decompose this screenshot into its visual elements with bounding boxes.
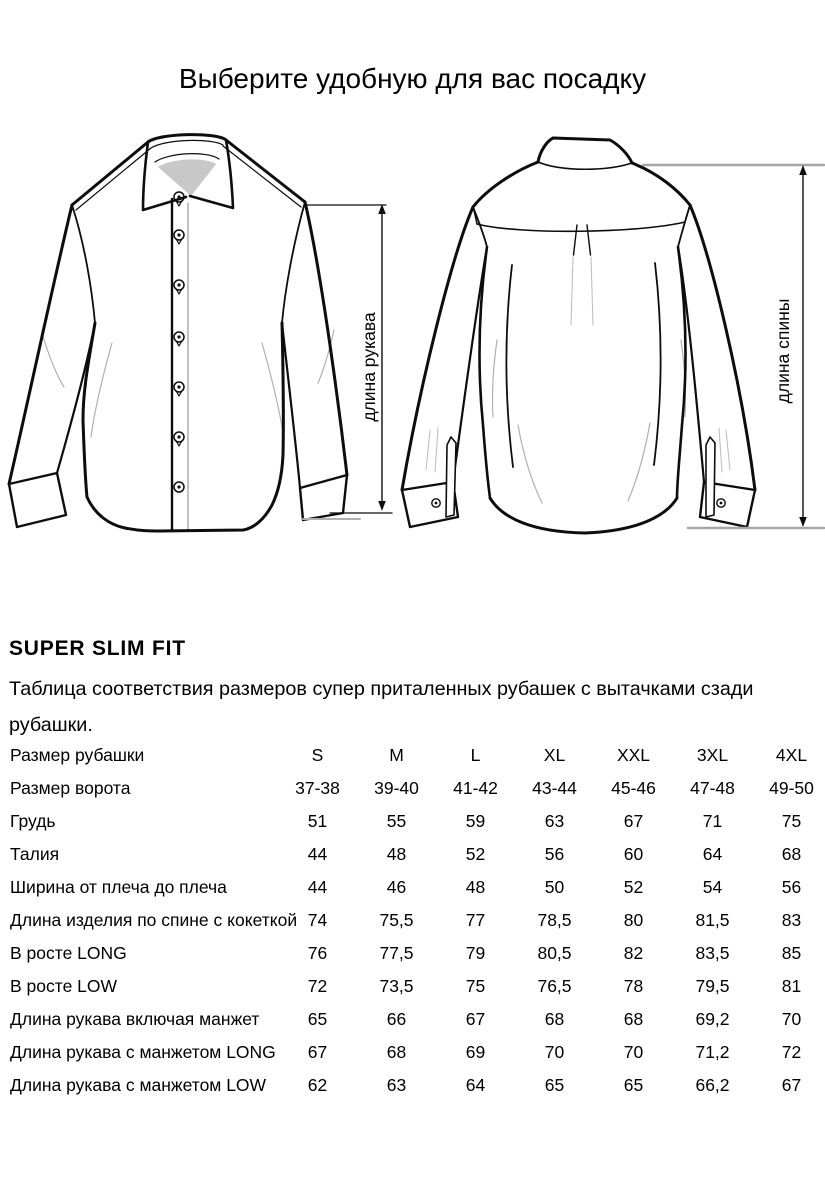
size-value-cell: 69,2	[695, 1009, 730, 1029]
size-value-cell: 37-38	[295, 778, 340, 798]
back-dart	[507, 265, 514, 467]
size-value-cell: 81	[781, 976, 802, 996]
table-row	[10, 937, 825, 970]
size-value-cell: 63	[386, 1075, 407, 1095]
size-value-cell: 78	[623, 976, 644, 996]
size-row-label: Длина рукава с манжетом LOW	[10, 1075, 267, 1095]
size-value-cell: 70	[623, 1042, 644, 1062]
sleeve-length-label: длина рукава	[359, 312, 379, 422]
size-value-cell: 80,5	[537, 943, 572, 963]
size-value-cell: 4XL	[775, 745, 808, 765]
size-value-cell: 71,2	[695, 1042, 730, 1062]
size-row-label: Грудь	[10, 811, 56, 831]
size-value-cell: 79,5	[695, 976, 730, 996]
size-value-cell: 55	[386, 811, 407, 831]
size-value-cell: 81,5	[695, 910, 730, 930]
back-length-arrow	[643, 165, 824, 528]
size-value-cell: 77,5	[379, 943, 414, 963]
size-value-cell: 46	[386, 877, 407, 897]
shirt-back-illustration	[402, 138, 755, 533]
size-value-cell: 73,5	[379, 976, 414, 996]
sleeve-placket	[706, 437, 715, 517]
table-row	[10, 1036, 825, 1069]
size-value-cell: 41-42	[453, 778, 498, 798]
size-value-cell: 3XL	[696, 745, 729, 765]
table-row	[10, 772, 825, 805]
size-value-cell: 76,5	[537, 976, 572, 996]
size-value-cell: 79	[465, 943, 486, 963]
arrowhead-up-icon	[799, 165, 807, 175]
back-dart	[654, 263, 661, 465]
size-value-cell: 59	[465, 811, 486, 831]
size-value-cell: S	[311, 745, 324, 765]
size-value-cell: 56	[544, 844, 565, 864]
table-row	[10, 838, 825, 871]
size-value-cell: 67	[465, 1009, 486, 1029]
size-row-label: Длина рукава включая манжет	[10, 1009, 260, 1029]
size-value-cell: L	[470, 745, 481, 765]
size-value-cell: 45-46	[611, 778, 656, 798]
size-value-cell: 83	[781, 910, 802, 930]
size-row-label: В росте LOW	[10, 976, 118, 996]
size-row-label: В росте LONG	[10, 943, 127, 963]
shirt-size-diagram	[0, 115, 825, 595]
arrowhead-down-icon	[799, 517, 807, 527]
size-value-cell: 67	[307, 1042, 328, 1062]
table-row	[10, 871, 825, 904]
size-value-cell: 44	[307, 844, 328, 864]
size-value-cell: M	[389, 745, 404, 765]
size-value-cell: 70	[544, 1042, 565, 1062]
size-value-cell: 64	[702, 844, 723, 864]
size-value-cell: 85	[781, 943, 802, 963]
table-row	[10, 970, 825, 1003]
size-value-cell: 44	[307, 877, 328, 897]
size-value-cell: 67	[781, 1075, 802, 1095]
size-value-cell: 60	[623, 844, 644, 864]
size-row-label: Ширина от плеча до плеча	[10, 877, 227, 897]
size-value-cell: 51	[307, 811, 328, 831]
size-value-cell: 49-50	[769, 778, 814, 798]
size-value-cell: 68	[386, 1042, 407, 1062]
size-value-cell: 47-48	[690, 778, 735, 798]
size-row-label: Длина рукава с манжетом LONG	[10, 1042, 276, 1062]
size-row-label: Размер ворота	[10, 778, 131, 798]
size-value-cell: 56	[781, 877, 802, 897]
size-value-cell: 68	[781, 844, 802, 864]
size-value-cell: 70	[781, 1009, 802, 1029]
size-value-cell: 82	[623, 943, 644, 963]
button-row	[174, 192, 184, 492]
size-value-cell: 72	[781, 1042, 802, 1062]
size-value-cell: 50	[544, 877, 565, 897]
table-row	[10, 1003, 825, 1036]
size-value-cell: 83,5	[695, 943, 730, 963]
size-value-cell: 62	[307, 1075, 328, 1095]
page-title: Выберите удобную для вас посадку	[178, 62, 647, 94]
size-value-cell: 80	[623, 910, 644, 930]
table-row	[10, 904, 825, 937]
size-value-cell: 74	[307, 910, 328, 930]
size-value-cell: 54	[702, 877, 723, 897]
size-value-cell: 64	[465, 1075, 486, 1095]
collar-shade	[158, 159, 216, 196]
size-value-cell: 66,2	[695, 1075, 730, 1095]
arrowhead-down-icon	[378, 501, 386, 511]
size-value-cell: 75	[781, 811, 802, 831]
cuff	[9, 473, 66, 527]
size-value-cell: 65	[623, 1075, 644, 1095]
size-value-cell: 72	[307, 976, 328, 996]
table-row	[10, 739, 825, 772]
shirt-front-illustration	[9, 135, 347, 531]
size-table	[10, 739, 825, 1102]
size-value-cell: 52	[465, 844, 486, 864]
size-value-cell: 75,5	[379, 910, 414, 930]
size-value-cell: 48	[386, 844, 407, 864]
fit-description: Таблица соответствия размеров супер приталенных рубашек с вытачками сзади рубашки.	[9, 677, 754, 736]
size-value-cell: XL	[543, 745, 566, 765]
size-value-cell: 77	[465, 910, 486, 930]
size-row-label: Размер рубашки	[10, 745, 145, 765]
size-value-cell: XXL	[616, 745, 651, 765]
table-row	[10, 805, 825, 838]
size-value-cell: 68	[544, 1009, 565, 1029]
size-value-cell: 66	[386, 1009, 407, 1029]
size-value-cell: 48	[465, 877, 486, 897]
size-table-body	[10, 739, 825, 1102]
sleeve-placket	[446, 437, 456, 517]
size-value-cell: 68	[623, 1009, 644, 1029]
size-value-cell: 63	[544, 811, 565, 831]
size-value-cell: 52	[623, 877, 644, 897]
size-value-cell: 69	[465, 1042, 486, 1062]
back-length-label: длина спины	[773, 298, 793, 404]
size-value-cell: 39-40	[374, 778, 419, 798]
fit-heading: SUPER SLIM FIT	[9, 637, 186, 661]
size-value-cell: 65	[307, 1009, 328, 1029]
size-row-label: Талия	[10, 844, 60, 864]
size-value-cell: 78,5	[537, 910, 572, 930]
table-row	[10, 1069, 825, 1102]
size-value-cell: 75	[465, 976, 486, 996]
size-value-cell: 76	[307, 943, 328, 963]
size-value-cell: 43-44	[532, 778, 577, 798]
size-value-cell: 65	[544, 1075, 565, 1095]
size-value-cell: 71	[702, 811, 723, 831]
size-row-label: Длина изделия по спине с кокеткой	[10, 910, 298, 930]
size-value-cell: 67	[623, 811, 644, 831]
